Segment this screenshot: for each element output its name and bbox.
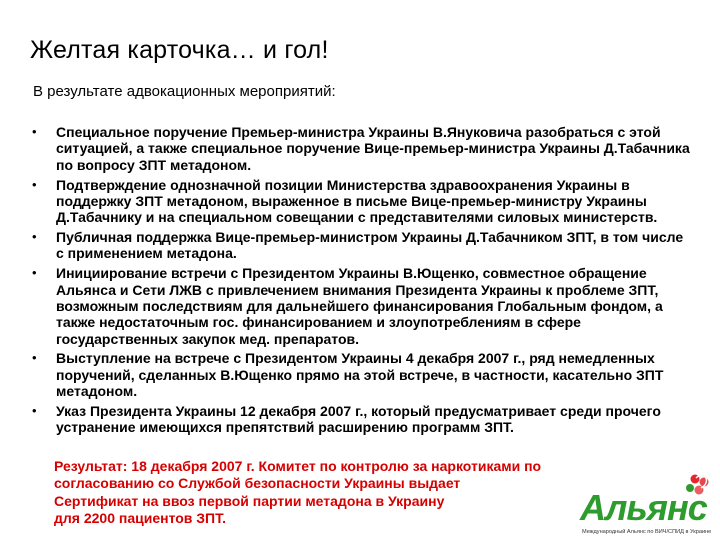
- bullet-text: Инициирование встречи с Президентом Украины В.Ющенко, совместное обращение Альянса и Сети ЛЖВ с привлечением внимания Президента Украины к проблеме ЗПТ, возможным последствиям для дальнейшего финансирования Глобальным фондом, а также недостаточным гос. финансированием и злоупотреблениям в сфере государственных закупок мед. препаратов.: [56, 265, 663, 347]
- logo-wordmark: Альянс: [580, 487, 707, 528]
- bullet-dot-icon: •: [32, 176, 37, 192]
- logo-caption: Международный Альянс по ВИЧ/СПИД в Украине: [582, 529, 712, 535]
- result-block: [54, 458, 634, 526]
- bullet-text: Подтверждение однозначной позиции Министерства здравоохранения Украины в поддержку ЗПТ метадоном, выраженное в письме Вице-премьер-министру Украины Д.Табачнику и на специальном совещании с представителями силовых министерств.: [56, 176, 658, 226]
- bullet-item: [28, 229, 692, 262]
- bullet-item: [28, 350, 692, 399]
- patients-text: для 2200 пациентов ЗПТ.: [54, 509, 226, 526]
- bullet-text: Публичная поддержка Вице-премьер-министром Украины Д.Табачником ЗПТ, в том числе с применением метадона.: [56, 229, 684, 262]
- bullet-item: [28, 403, 692, 436]
- bullet-text: Выступление на встрече с Президентом Украины 4 декабря 2007 г., ряд немедленных поручений, сделанных В.Ющенко прямо на этой встрече, в частности, касательно ЗПТ метадоном.: [56, 350, 664, 400]
- bullet-dot-icon: •: [32, 229, 37, 245]
- bullet-item: [28, 265, 692, 347]
- bullet-list: [28, 124, 692, 439]
- bullet-dot-icon: •: [32, 350, 37, 366]
- slide-title: Желтая карточка… и гол!: [30, 36, 329, 64]
- alliance-logo: [578, 470, 713, 536]
- bullet-text: Специальное поручение Премьер-министра Украины В.Януковича разобраться с этой ситуацией, а также специальное поручение Вице-премьер-министра Украины Д.Табачника по вопросу ЗПТ метадоном.: [56, 124, 690, 173]
- certificate-text: Сертификат на ввоз первой партии метадона в Украину: [54, 493, 445, 509]
- slide-subtitle: В результате адвокационных мероприятий:: [33, 83, 336, 100]
- bullet-dot-icon: •: [32, 402, 37, 418]
- bullet-dot-icon: •: [32, 265, 37, 281]
- bullet-text: Указ Президента Украины 12 декабря 2007 г., который предусматривает среди прочего устранение имеющихся препятствий расширению программ ЗПТ.: [56, 402, 661, 436]
- bullet-item: [28, 124, 692, 173]
- bullet-item: [28, 177, 692, 226]
- result-text: Результат: 18 декабря 2007 г. Комитет по контролю за наркотиками по согласованию со Службой безопасности Украины выдает: [54, 458, 542, 491]
- bullet-dot-icon: •: [32, 124, 37, 139]
